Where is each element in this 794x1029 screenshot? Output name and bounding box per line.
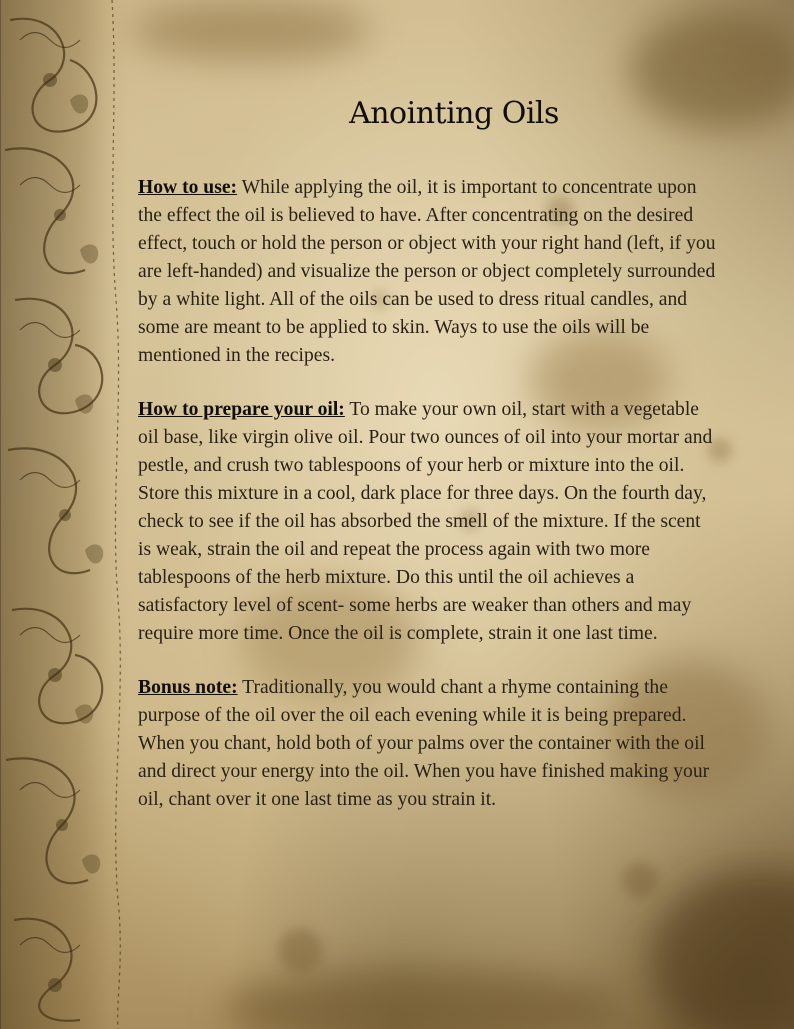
document-body xyxy=(138,96,718,840)
bonus-note-text: Traditionally, you would chant a rhyme containing the purpose of the oil over the oil each evening while it is being prepared. When you chant, hold both of your palms over the container with the oil and direct your energy into the oil. When you have finished making your oil, chant over it one last time as you strain it. xyxy=(138,677,710,810)
how-to-prepare-text: To make your own oil, start with a vegetable oil base, like virgin olive oil. Pour two ounces of oil into your mortar and pestle, and crush two tablespoons of your herb or mixture into the oil. Store this mixture in a cool, dark place for three days. On the fourth day, check to see if the oil has absorbed the smell of the mixture. If the scent is weak, strain the oil and repeat the process again with two more tablespoons of the herb mixture. Do this until the oil achieves a satisfactory level of scent- some herbs are weaker than others and may require more time. Once the oil is complete, strain it one last time. xyxy=(138,399,713,644)
filigree-ornament-icon xyxy=(0,0,130,1029)
how-to-use-label: How to use: xyxy=(138,177,238,198)
bonus-note-label: Bonus note: xyxy=(138,677,238,698)
how-to-use-paragraph xyxy=(138,174,718,370)
how-to-prepare-label: How to prepare your oil: xyxy=(138,399,345,420)
how-to-prepare-paragraph xyxy=(138,396,718,648)
page-title: Anointing Oils xyxy=(349,96,559,131)
ornamental-border xyxy=(0,0,130,1029)
how-to-use-text: While applying the oil, it is important to concentrate upon the effect the oil is believed to have. After concentrating on the desired effect, touch or hold the person or object with your right hand (left, if you are left-handed) and visualize the person or object completely surrounded by a white light. All of the oils can be used to dress ritual candles, and some are meant to be applied to skin. Ways to use the oils will be mentioned in the recipes. xyxy=(138,177,716,366)
bonus-note-paragraph xyxy=(138,674,718,814)
